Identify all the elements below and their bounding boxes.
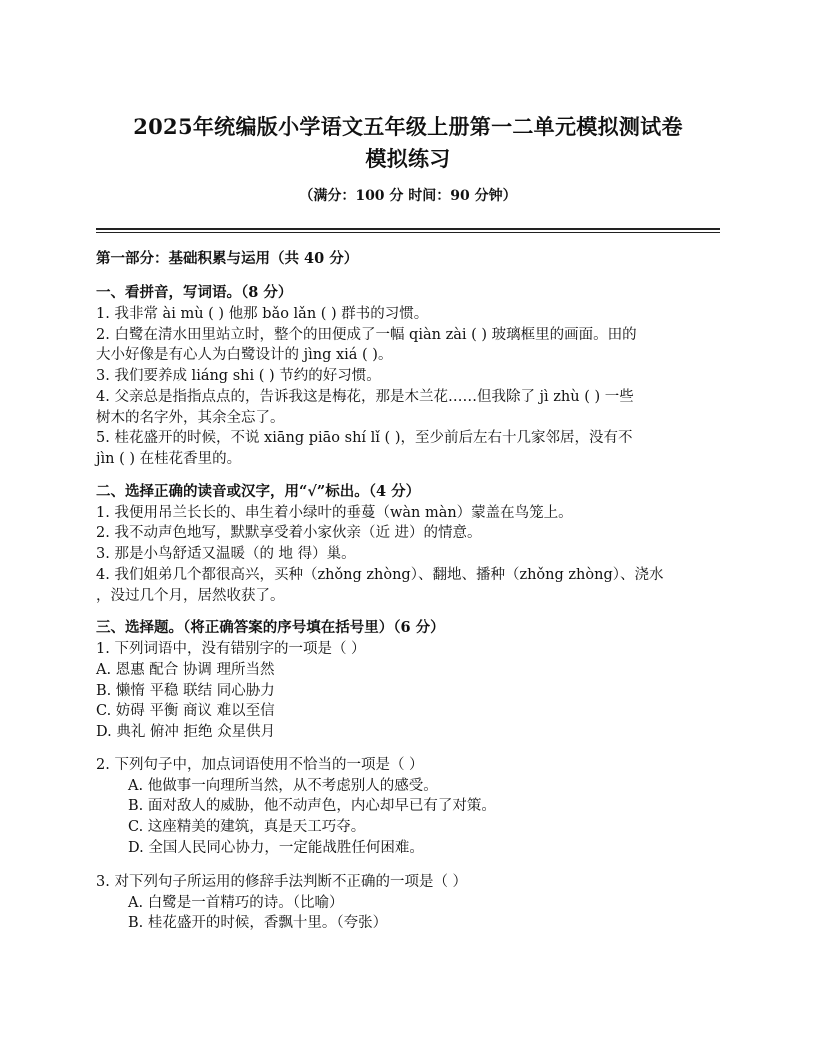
question-line: 3. 那是小鸟舒适又温暖（的 地 得）巢。: [96, 546, 356, 562]
section-heading: 三、选择题。（将正确答案的序号填在括号里）（6 分）: [96, 619, 445, 636]
question-line: 4. 父亲总是指指点点的，告诉我这是梅花，那是木兰花……但我除了 jì zhù ( ) 一些: [96, 389, 634, 405]
question-stem: 3. 对下列句子所运用的修辞手法判断不正确的一项是（ ）: [96, 874, 468, 890]
question-line: 2. 白鹭在清水田里站立时，整个的田便成了一幅 qiàn zài ( ) 玻璃框里的画面。田的: [96, 327, 637, 343]
part-heading: 第一部分：基础积累与运用（共 40 分）: [96, 250, 359, 267]
option-d: D. 典礼 俯冲 拒绝 众星供月: [96, 724, 276, 740]
option-a: A. 他做事一向理所当然，从不考虑别人的感受。: [128, 778, 438, 794]
exam-title: 2025年统编版小学语文五年级上册第一二单元模拟测试卷: [133, 114, 683, 139]
section-heading: 二、选择正确的读音或汉字，用“√”标出。（4 分）: [96, 483, 421, 500]
question-line: 1. 我非常 ài mù ( ) 他那 bǎo lǎn ( ) 群书的习惯。: [96, 306, 429, 322]
option-d: D. 全国人民同心协力，一定能战胜任何困难。: [128, 840, 424, 856]
question-line: 树木的名字外，其余全忘了。: [96, 410, 285, 426]
option-b: B. 懒惰 平稳 联结 同心胁力: [96, 683, 275, 699]
option-b: B. 桂花盛开的时候，香飘十里。（夸张）: [128, 915, 388, 931]
divider-thick: [96, 228, 720, 230]
section-heading: 一、看拼音，写词语。（8 分）: [96, 284, 293, 301]
question-line: 4. 我们姐弟几个都很高兴，买种（zhǒng zhòng）、翻地、播种（zhǒng zhòng）、浇水: [96, 567, 664, 583]
question-line: 大小好像是有心人为白鹭设计的 jìng xiá ( )。: [96, 347, 393, 363]
question-line: 1. 我便用吊兰长长的、串生着小绿叶的垂蔓（wàn màn）蒙盖在鸟笼上。: [96, 505, 573, 521]
question-line: 2. 我不动声色地写，默默享受着小家伙亲（近 进）的情意。: [96, 525, 482, 541]
exam-subtitle: （满分：100 分 时间：90 分钟）: [299, 188, 517, 204]
question-line: 3. 我们要养成 liáng shi ( ) 节约的好习惯。: [96, 368, 381, 384]
question-stem: 1. 下列词语中，没有错别字的一项是（ ）: [96, 641, 366, 657]
divider-thin: [96, 232, 720, 233]
question-stem: 2. 下列句子中，加点词语使用不恰当的一项是（ ）: [96, 757, 424, 773]
question-line: ，没过几个月，居然收获了。: [96, 588, 285, 604]
option-a: A. 白鹭是一首精巧的诗。（比喻）: [128, 895, 344, 911]
option-a: A. 恩惠 配合 协调 理所当然: [96, 662, 275, 678]
question-line: jìn ( ) 在桂花香里的。: [96, 451, 242, 467]
question-line: 5. 桂花盛开的时候，不说 xiāng piāo shí lǐ ( )，至少前后左右十几家邻居，没有不: [96, 430, 633, 446]
exam-title-line2: 模拟练习: [365, 146, 451, 171]
option-b: B. 面对敌人的威胁，他不动声色，内心却早已有了对策。: [128, 798, 496, 814]
option-c: C. 这座精美的建筑，真是天工巧夺。: [128, 819, 366, 835]
option-c: C. 妨碍 平衡 商议 难以至信: [96, 703, 275, 719]
